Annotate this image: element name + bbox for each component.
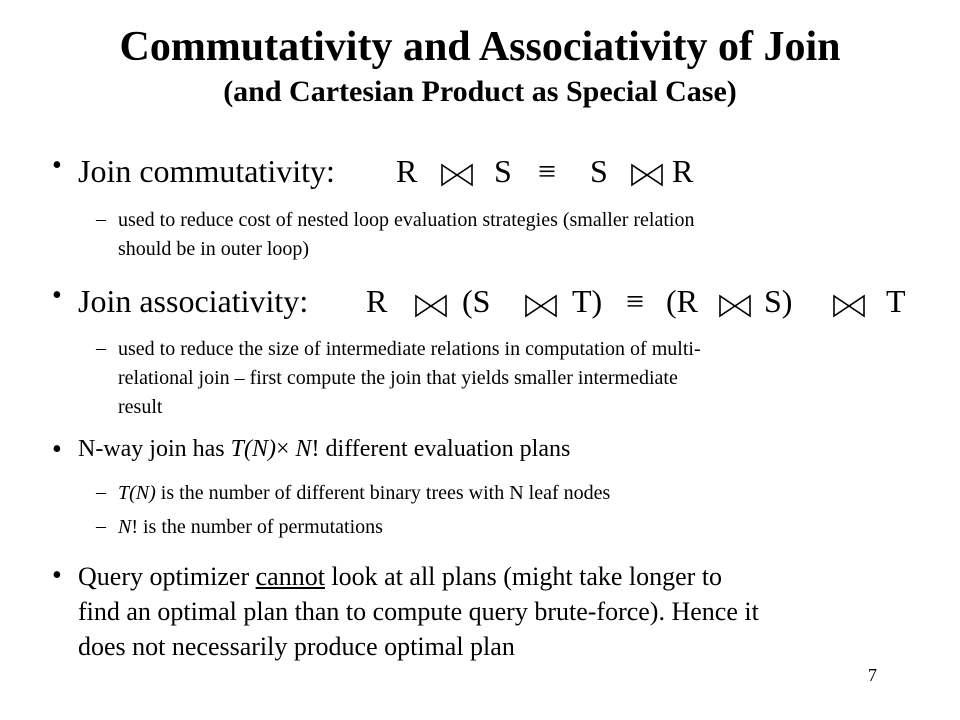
dash-marker: – xyxy=(96,208,106,230)
bullet-marker: • xyxy=(52,560,62,591)
commutativity-note-line: used to reduce cost of nested loop evaluation strategies (smaller relation xyxy=(118,209,695,231)
expr-open-paren-r: (R xyxy=(666,283,698,319)
nway-join-text xyxy=(78,434,570,464)
equivalence-symbol: ≡ xyxy=(626,283,645,319)
nway-prefix: N-way join has xyxy=(78,436,231,462)
dash-marker: – xyxy=(96,481,106,503)
expr-relation-r: R xyxy=(366,283,388,319)
commutativity-label: Join commutativity: xyxy=(78,153,335,189)
commutativity-note-line: should be in outer loop) xyxy=(118,238,310,260)
expr-relation-s: S xyxy=(590,153,608,189)
dash-marker: – xyxy=(96,337,106,359)
join-bowtie-icon xyxy=(414,294,448,318)
join-bowtie-icon xyxy=(440,163,474,187)
nway-note-n: N xyxy=(118,516,132,538)
nway-note-line xyxy=(118,513,383,542)
expr-s-close-paren: S) xyxy=(764,283,793,319)
bullet-marker: • xyxy=(52,280,62,311)
optimizer-line xyxy=(78,561,722,593)
nway-tn: T(N) xyxy=(230,436,276,462)
optimizer-pre: Query optimizer xyxy=(78,562,256,591)
nway-n: N xyxy=(289,436,312,462)
associativity-note-line: result xyxy=(118,396,163,418)
expr-relation-t: T xyxy=(886,283,906,319)
slide-subtitle: (and Cartesian Product as Special Case) xyxy=(223,75,737,108)
join-bowtie-icon xyxy=(524,294,558,318)
bullet-marker: • xyxy=(52,150,62,181)
nway-note-tn: T(N) xyxy=(118,482,156,504)
optimizer-line: find an optimal plan than to compute query brute-force). Hence it xyxy=(78,597,759,626)
join-bowtie-icon xyxy=(630,163,664,187)
join-bowtie-icon xyxy=(832,294,866,318)
nway-suffix: ! different evaluation plans xyxy=(311,436,571,462)
expr-relation-r: R xyxy=(672,153,694,189)
nway-note-rest: is the number of different binary trees with N leaf nodes xyxy=(155,482,611,504)
expr-open-paren-s: (S xyxy=(462,283,491,319)
expr-relation-r: R xyxy=(396,153,418,189)
optimizer-line: does not necessarily produce optimal plan xyxy=(78,632,515,661)
bullet-marker: • xyxy=(52,434,62,465)
optimizer-post: look at all plans (might take longer to xyxy=(324,562,723,591)
expr-t-close-paren: T) xyxy=(572,283,603,319)
associativity-note-line: used to reduce the size of intermediate relations in computation of multi- xyxy=(118,338,701,360)
associativity-label: Join associativity: xyxy=(78,283,309,319)
associativity-note-line: relational join – first compute the join that yields smaller intermediate xyxy=(118,367,678,389)
slide-title: Commutativity and Associativity of Join xyxy=(119,24,841,70)
nway-note-line xyxy=(118,479,610,508)
dash-marker: – xyxy=(96,515,106,537)
optimizer-cannot: cannot xyxy=(255,562,325,591)
join-bowtie-icon xyxy=(718,294,752,318)
expr-relation-s: S xyxy=(494,153,512,189)
times-symbol: × xyxy=(275,436,290,462)
equivalence-symbol: ≡ xyxy=(538,153,557,189)
nway-note-rest: ! is the number of permutations xyxy=(131,516,383,538)
page-number: 7 xyxy=(868,665,877,685)
